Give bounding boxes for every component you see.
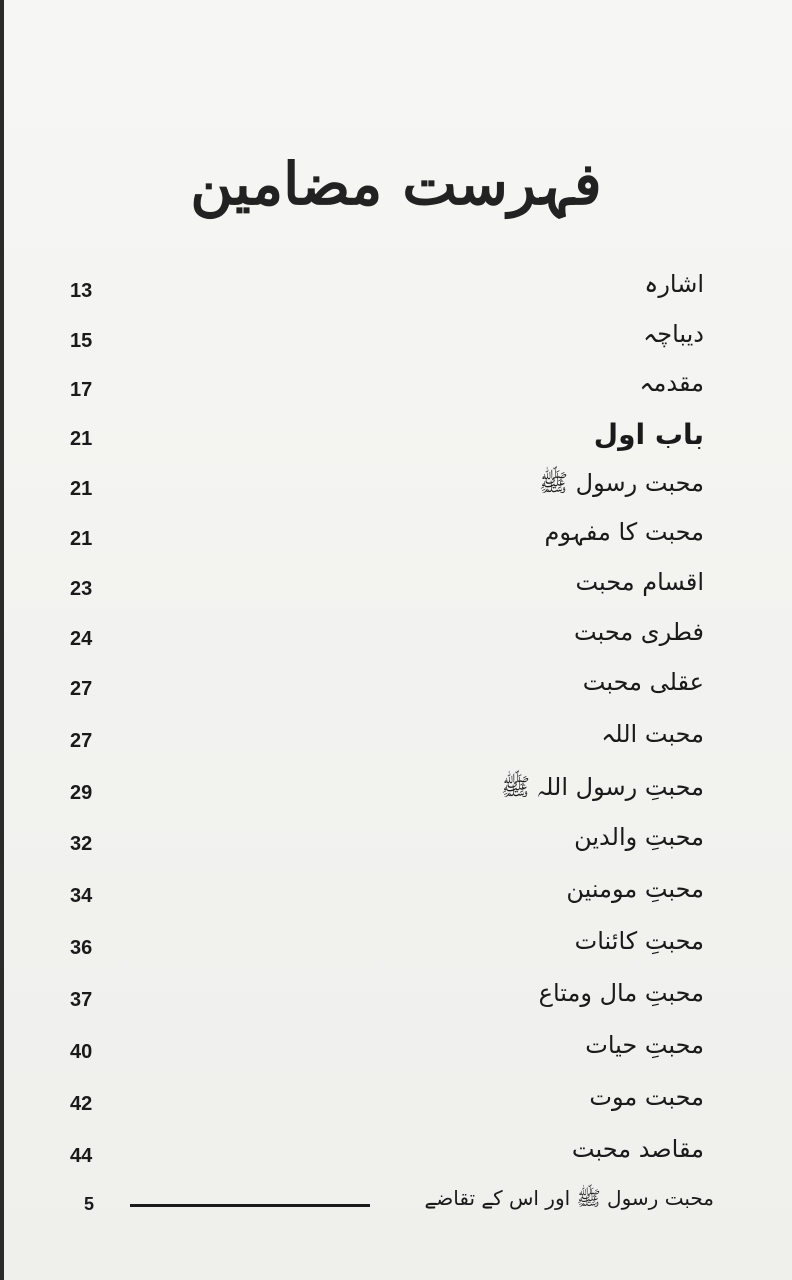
toc-row: [0, 1031, 792, 1081]
chapter-heading: باب اول: [593, 418, 704, 451]
toc-page-number: 37: [70, 989, 93, 1011]
toc-entry-label: محبتِ مال ومتاع: [538, 979, 704, 1007]
toc-page-number: 36: [70, 937, 93, 959]
toc-row: [0, 320, 792, 370]
toc-page-number: 24: [70, 628, 93, 650]
toc-entry-label: محبتِ حیات: [585, 1031, 704, 1059]
toc-entry-label: عقلی محبت: [582, 668, 704, 696]
toc-row: [0, 823, 792, 873]
toc-row: [0, 518, 792, 568]
toc-row: [0, 468, 792, 518]
toc-entry-label: محبتِ رسول اللہ ﷺ: [500, 773, 704, 801]
toc-row: [0, 270, 792, 320]
toc-row: [0, 1083, 792, 1133]
toc-row: [0, 568, 792, 618]
toc-row: [0, 369, 792, 419]
toc-page-number: 42: [70, 1093, 93, 1115]
toc-entry-label: محبت موت: [589, 1083, 704, 1111]
toc-page-number: 23: [70, 578, 93, 600]
toc-page-number: 21: [70, 428, 93, 450]
toc-row: [0, 1135, 792, 1185]
toc-entry-label: محبتِ والدین: [574, 823, 704, 851]
toc-entry-label: مقدمہ: [639, 369, 704, 397]
toc-page-number: 34: [70, 885, 93, 907]
toc-page-number: 13: [70, 280, 93, 302]
toc-entry-label: اشارہ: [644, 270, 704, 298]
running-title: محبت رسول ﷺ اور اس کے تقاضے: [424, 1186, 714, 1210]
toc-page-number: 27: [70, 730, 93, 752]
toc-page-number: 15: [70, 330, 93, 352]
toc-entry-label: محبت کا مفہوم: [544, 518, 704, 546]
toc-entry-label: دیباچہ: [643, 320, 704, 348]
toc-page-number: 29: [70, 782, 93, 804]
toc-row: [0, 618, 792, 668]
toc-row: [0, 875, 792, 925]
toc-entry-label: مقاصد محبت: [571, 1135, 704, 1163]
toc-page-number: 32: [70, 833, 93, 855]
toc-page-number: 21: [70, 478, 93, 500]
toc-row: [0, 720, 792, 770]
toc-row: [0, 979, 792, 1029]
toc-entry-label: محبتِ مومنین: [566, 875, 704, 903]
toc-page-number: 17: [70, 379, 93, 401]
footer-page-number: 5: [84, 1194, 95, 1214]
toc-row: [0, 418, 792, 468]
toc-entry-label: اقسام محبت: [575, 568, 704, 596]
toc-entry-label: فطری محبت: [574, 618, 704, 646]
toc-page-number: 21: [70, 528, 93, 550]
toc-row: [0, 772, 792, 822]
toc-page-number: 44: [70, 1145, 93, 1167]
toc-page-number: 40: [70, 1041, 93, 1063]
toc-page-number: 27: [70, 678, 93, 700]
toc-entry-label: محبت اللہ: [601, 720, 704, 748]
toc-row: [0, 927, 792, 977]
toc-entry-label: محبت رسول ﷺ: [539, 469, 704, 497]
toc-row: [0, 668, 792, 718]
toc-entry-label: محبتِ کائنات: [574, 927, 704, 955]
page-title: فہرست مضامین: [190, 150, 602, 218]
